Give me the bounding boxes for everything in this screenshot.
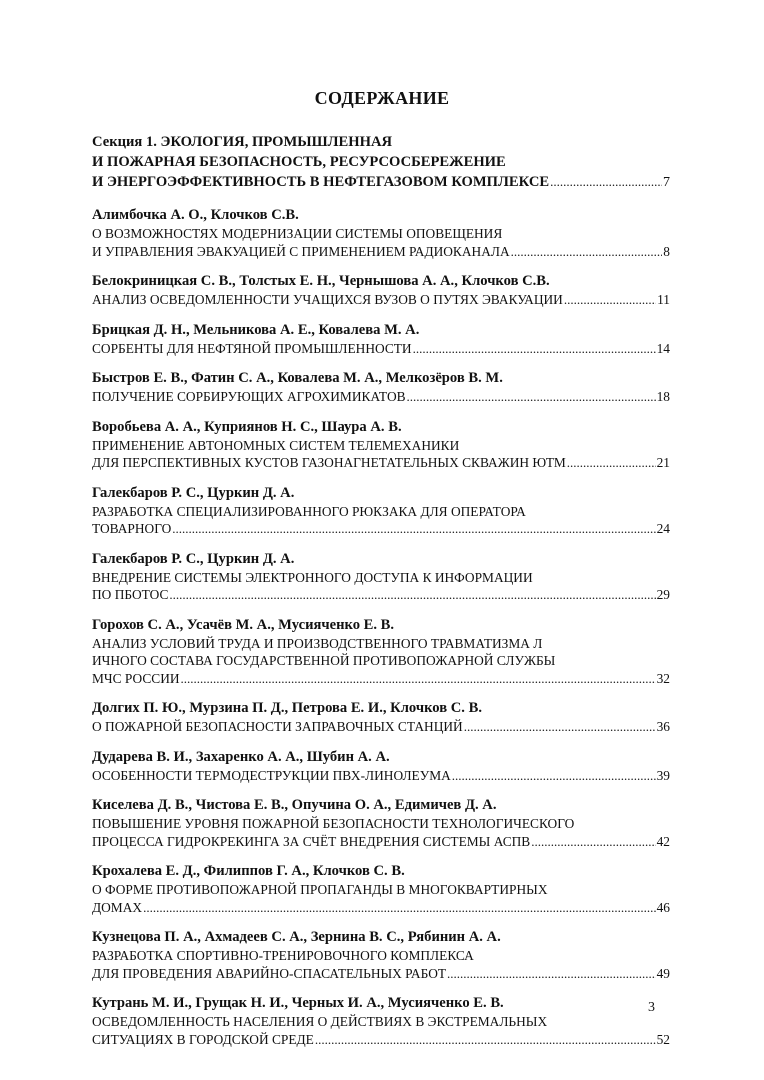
entry-title-last-line: ДЛЯ ПРОВЕДЕНИЯ АВАРИЙНО-СПАСАТЕЛЬНЫХ РАБОТ bbox=[92, 965, 447, 981]
toc-entry[interactable] bbox=[92, 748, 670, 785]
toc-entries bbox=[92, 206, 670, 1048]
entry-title-line: АНАЛИЗ УСЛОВИЙ ТРУДА И ПРОИЗВОДСТВЕННОГО ТРАВМАТИЗМА Л bbox=[92, 635, 543, 651]
entry-leader-line bbox=[92, 833, 670, 851]
toc-entry[interactable] bbox=[92, 369, 670, 406]
entry-title-last-line: МЧС РОССИИ bbox=[92, 670, 180, 686]
dot-leader bbox=[169, 586, 655, 604]
entry-title-last-line: ОСОБЕННОСТИ ТЕРМОДЕСТРУКЦИИ ПВХ-ЛИНОЛЕУМА bbox=[92, 767, 451, 783]
entry-title-last-line: ДОМАХ bbox=[92, 899, 143, 915]
entry-authors: Быстров Е. В., Фатин С. А., Ковалева М. А., Мелкозёров В. М. bbox=[92, 370, 503, 386]
dot-leader bbox=[143, 899, 656, 917]
entry-leader-line bbox=[92, 586, 670, 604]
dot-leader bbox=[452, 767, 656, 785]
toc-entry[interactable] bbox=[92, 616, 670, 688]
entry-authors: Долгих П. Ю., Мурзина П. Д., Петрова Е. И., Клочков С. В. bbox=[92, 700, 482, 716]
dot-leader bbox=[564, 291, 656, 309]
entry-title-last-line: СОРБЕНТЫ ДЛЯ НЕФТЯНОЙ ПРОМЫШЛЕННОСТИ bbox=[92, 340, 412, 356]
toc-entry[interactable] bbox=[92, 206, 670, 260]
entry-title-line: О ВОЗМОЖНОСТЯХ МОДЕРНИЗАЦИИ СИСТЕМЫ ОПОВЕЩЕНИЯ bbox=[92, 226, 503, 241]
entry-title-last-line: АНАЛИЗ ОСВЕДОМЛЕННОСТИ УЧАЩИХСЯ ВУЗОВ О ПУТЯХ ЭВАКУАЦИИ bbox=[92, 292, 563, 307]
dot-leader bbox=[172, 520, 655, 538]
entry-page-number: 18 bbox=[656, 389, 670, 404]
entry-leader-line bbox=[92, 388, 670, 406]
section-line: И ПОЖАРНАЯ БЕЗОПАСНОСТЬ, РЕСУРСОСБЕРЕЖЕНИЕ bbox=[92, 154, 506, 170]
entry-title-line: О ФОРМЕ ПРОТИВОПОЖАРНОЙ ПРОПАГАНДЫ В МНОГОКВАРТИРНЫХ bbox=[92, 882, 548, 897]
section-last-line: И ЭНЕРГОЭФФЕКТИВНОСТЬ В НЕФТЕГАЗОВОМ КОМПЛЕКСЕ bbox=[92, 174, 550, 190]
entry-authors: Брицкая Д. Н., Мельникова А. Е., Ковалева М. А. bbox=[92, 321, 420, 338]
dot-leader bbox=[550, 172, 662, 192]
entry-title-line: ПОВЫШЕНИЕ УРОВНЯ ПОЖАРНОЙ БЕЗОПАСНОСТИ ТЕХНОЛОГИЧЕСКОГО bbox=[92, 816, 575, 831]
dot-leader bbox=[447, 965, 656, 983]
entry-leader-line bbox=[92, 767, 670, 785]
entry-authors: Дударева В. И., Захаренко А. А., Шубин А. А. bbox=[92, 748, 390, 765]
toc-section-heading[interactable] bbox=[92, 132, 670, 193]
entry-authors: Кузнецова П. А., Ахмадеев С. А., Зернина В. С., Рябинин А. А. bbox=[92, 929, 501, 945]
entry-page-number: 21 bbox=[656, 455, 670, 470]
entry-page-number: 36 bbox=[656, 719, 670, 734]
toc-entry[interactable] bbox=[92, 994, 670, 1048]
page-number: 3 bbox=[648, 1000, 655, 1015]
entry-page-number: 11 bbox=[657, 292, 670, 307]
toc-entry[interactable] bbox=[92, 484, 670, 538]
entry-leader-line bbox=[92, 520, 670, 538]
toc-entry[interactable] bbox=[92, 862, 670, 916]
entry-page-number: 32 bbox=[656, 670, 670, 686]
entry-title-last-line: И УПРАВЛЕНИЯ ЭВАКУАЦИЕЙ С ПРИМЕНЕНИЕМ РАДИОКАНАЛА bbox=[92, 243, 510, 259]
toc-entry[interactable] bbox=[92, 699, 670, 736]
dot-leader bbox=[407, 388, 656, 406]
entry-authors: Галекбаров Р. С., Цуркин Д. А. bbox=[92, 484, 295, 501]
entry-page-number: 42 bbox=[656, 833, 670, 849]
dot-leader bbox=[413, 340, 656, 358]
entry-authors: Галекбаров Р. С., Цуркин Д. А. bbox=[92, 550, 295, 567]
entry-authors: Алимбочка А. О., Клочков С.В. bbox=[92, 207, 299, 223]
entry-title-last-line: ПО ПБОТОС bbox=[92, 587, 169, 602]
entry-page-number: 8 bbox=[663, 243, 670, 259]
toc-entry[interactable] bbox=[92, 796, 670, 850]
dot-leader bbox=[567, 454, 656, 472]
entry-leader-line bbox=[92, 243, 670, 261]
entry-title-last-line: ПОЛУЧЕНИЕ СОРБИРУЮЩИХ АГРОХИМИКАТОВ bbox=[92, 389, 406, 404]
section-leader-line bbox=[92, 172, 670, 193]
entry-authors: Воробьева А. А., Куприянов Н. С., Шаура А. В. bbox=[92, 418, 402, 435]
entry-leader-line bbox=[92, 718, 670, 736]
entry-title-last-line: ТОВАРНОГО bbox=[92, 521, 172, 536]
entry-title-last-line: СИТУАЦИЯХ В ГОРОДСКОЙ СРЕДЕ bbox=[92, 1031, 314, 1047]
entry-authors: Белокриницкая С. В., Толстых Е. Н., Чернышова А. А., Клочков С.В. bbox=[92, 273, 550, 289]
entry-title-line: ОСВЕДОМЛЕННОСТЬ НАСЕЛЕНИЯ О ДЕЙСТВИЯХ В ЭКСТРЕМАЛЬНЫХ bbox=[92, 1014, 548, 1029]
entry-authors: Крохалева Е. Д., Филиппов Г. А., Клочков С. В. bbox=[92, 863, 405, 879]
entry-leader-line bbox=[92, 291, 670, 309]
section-line: Секция 1. ЭКОЛОГИЯ, ПРОМЫШЛЕННАЯ bbox=[92, 134, 393, 150]
entry-page-number: 29 bbox=[656, 587, 670, 602]
entry-leader-line bbox=[92, 670, 670, 688]
entry-leader-line bbox=[92, 965, 670, 983]
entry-authors: Горохов С. А., Усачёв М. А., Мусияченко Е. В. bbox=[92, 616, 395, 633]
toc-entry[interactable] bbox=[92, 272, 670, 309]
entry-title-last-line: О ПОЖАРНОЙ БЕЗОПАСНОСТИ ЗАПРАВОЧНЫХ СТАНЦИЙ bbox=[92, 719, 463, 734]
entry-page-number: 39 bbox=[656, 767, 670, 783]
entry-leader-line bbox=[92, 1031, 670, 1049]
entry-title-line: РАЗРАБОТКА СПЕЦИАЛИЗИРОВАННОГО РЮКЗАКА ДЛЯ ОПЕРАТОРА bbox=[92, 503, 526, 519]
entry-authors: Киселева Д. В., Чистова Е. В., Опучина О. А., Едимичев Д. А. bbox=[92, 797, 497, 813]
entry-page-number: 14 bbox=[656, 340, 670, 356]
entry-title-line: ИЧНОГО СОСТАВА ГОСУДАРСТВЕННОЙ ПРОТИВОПОЖАРНОЙ СЛУЖБЫ bbox=[92, 653, 556, 668]
page-title: СОДЕРЖАНИЕ bbox=[314, 88, 450, 108]
toc-entry[interactable] bbox=[92, 550, 670, 604]
entry-leader-line bbox=[92, 340, 670, 358]
entry-leader-line bbox=[92, 454, 670, 472]
dot-leader bbox=[511, 243, 663, 261]
entry-page-number: 52 bbox=[656, 1031, 670, 1047]
dot-leader bbox=[464, 718, 656, 736]
entry-authors: Кутрань М. И., Грущак Н. И., Черных И. А., Мусияченко Е. В. bbox=[92, 995, 504, 1011]
entry-leader-line bbox=[92, 899, 670, 917]
toc-entry[interactable] bbox=[92, 418, 670, 472]
dot-leader bbox=[315, 1031, 656, 1049]
toc-entry[interactable] bbox=[92, 321, 670, 358]
entry-page-number: 46 bbox=[656, 899, 670, 915]
entry-title-last-line: ДЛЯ ПЕРСПЕКТИВНЫХ КУСТОВ ГАЗОНАГНЕТАТЕЛЬНЫХ СКВАЖИН ЮТМ bbox=[92, 455, 566, 470]
dot-leader bbox=[181, 670, 656, 688]
table-of-contents bbox=[92, 132, 670, 1060]
entry-page-number: 49 bbox=[656, 965, 670, 981]
entry-title-line: ВНЕДРЕНИЕ СИСТЕМЫ ЭЛЕКТРОННОГО ДОСТУПА К ИНФОРМАЦИИ bbox=[92, 569, 533, 585]
toc-entry[interactable] bbox=[92, 928, 670, 982]
entry-title-last-line: ПРОЦЕССА ГИДРОКРЕКИНГА ЗА СЧЁТ ВНЕДРЕНИЯ СИСТЕМЫ АСПВ bbox=[92, 833, 531, 849]
dot-leader bbox=[531, 833, 655, 851]
section-page-number: 7 bbox=[663, 175, 670, 190]
entry-page-number: 24 bbox=[656, 521, 670, 536]
entry-title-line: РАЗРАБОТКА СПОРТИВНО-ТРЕНИРОВОЧНОГО КОМПЛЕКСА bbox=[92, 948, 474, 963]
entry-title-line: ПРИМЕНЕНИЕ АВТОНОМНЫХ СИСТЕМ ТЕЛЕМЕХАНИКИ bbox=[92, 437, 460, 453]
